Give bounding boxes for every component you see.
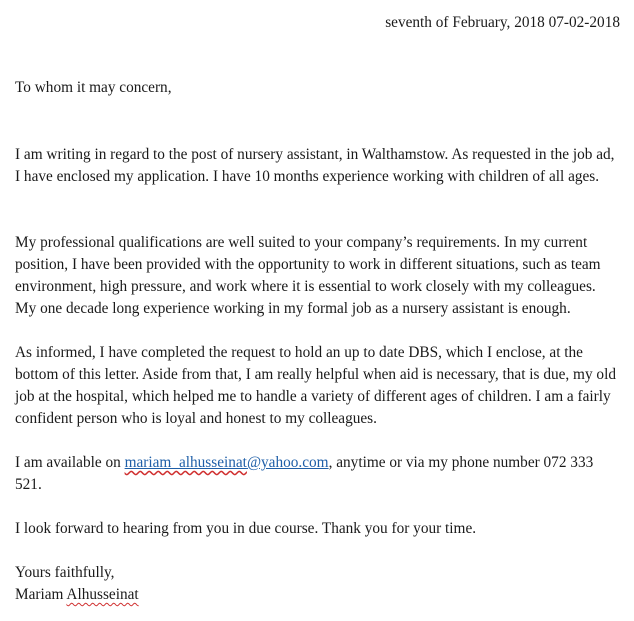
sender-last-name: Alhusseinat [66,586,139,603]
body-paragraph-dbs: As informed, I have completed the request to hold an up to date DBS, which I enclose, at the bottom of this letter. Aside from that, I am really helpful when aid is necessary, that is due, my old job at the hospital, which helped me to handle a variety of different ages of children. I am a fairly confident person who is loyal and honest to my colleagues. [15,344,616,427]
contact-paragraph [15,452,620,496]
contact-prefix: I am available on [15,454,125,471]
body-paragraph-qualifications: My professional qualifications are well suited to your company’s requirements. In my current position, I have been provided with the opportunity to work in different situations, such as team environment, high pressure, and work where it is essential to work closely with my colleagues. My one decade long experience working in my formal job as a nursery assistant is enough. [15,234,601,317]
salutation: To whom it may concern, [15,79,172,96]
email-link[interactable] [125,454,329,471]
sender-first-name: Mariam [15,586,64,603]
contact-suffix: , anytime or via my phone number 072 333 521. [15,454,594,493]
sender-name [15,584,620,606]
letter-date: seventh of February, 2018 07-02-2018 [385,14,620,31]
closing-line: Yours faithfully, [15,564,115,581]
email-username: mariam_alhusseinat [124,454,247,471]
body-paragraph-intro: I am writing in regard to the post of nursery assistant, in Walthamstow. As requested in the job ad, I have enclosed my application. I have 10 months experience working with children of all ages. [15,146,615,185]
closing-paragraph: I look forward to hearing from you in due course. Thank you for your time. [15,520,477,537]
email-domain: @yahoo.com [246,454,329,471]
